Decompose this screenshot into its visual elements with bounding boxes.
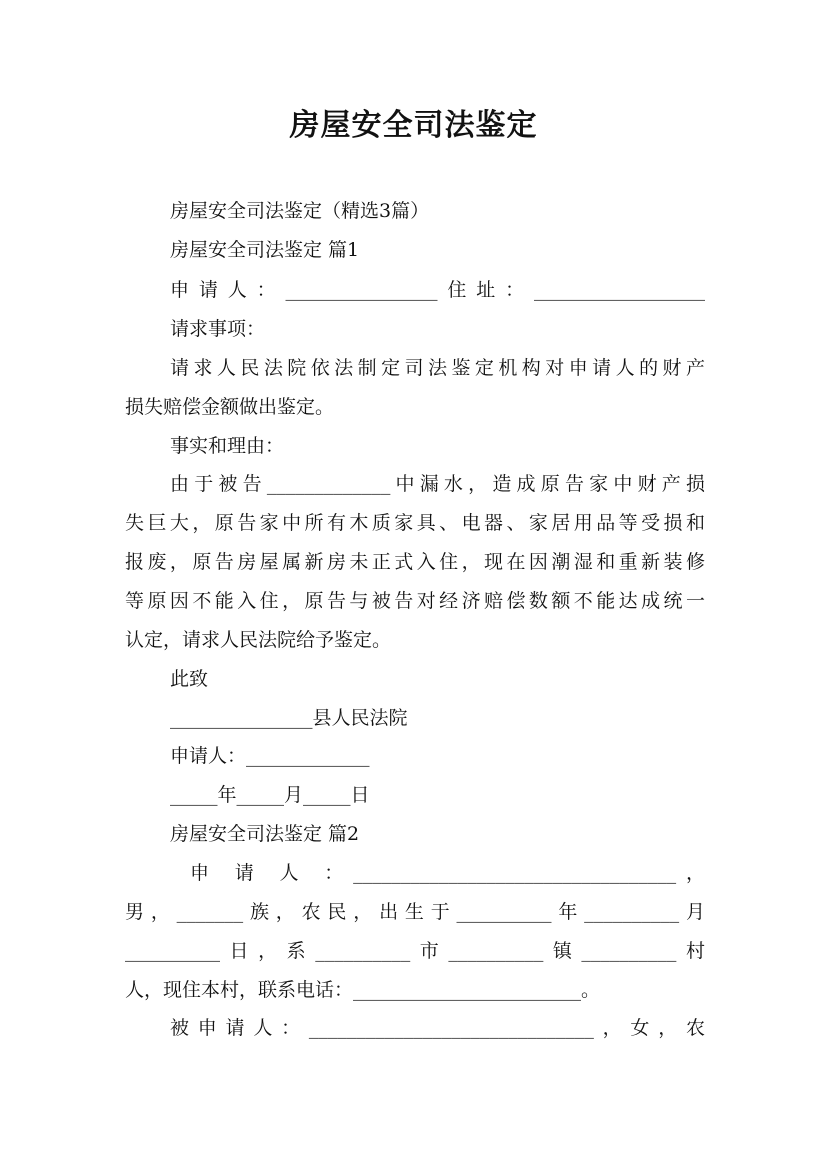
paragraph-line: 认定，请求人民法院给予鉴定。	[125, 629, 392, 651]
paragraph-line: 申 请 人 ：__________________________________，	[190, 862, 705, 884]
paragraph-line: 等原因不能入住，原告与被告对经济赔偿数额不能达成统一	[125, 590, 705, 612]
paragraph-line: 失巨大，原告家中所有木质家具、电器、家居用品等受损和	[125, 512, 705, 534]
paragraph-line: 事实和理由：	[170, 435, 285, 457]
document-title: 房屋安全司法鉴定	[289, 108, 538, 143]
paragraph-line: _______________县人民法院	[170, 707, 408, 729]
paragraph-line: 被申请人：______________________________，女，农	[170, 1017, 705, 1039]
paragraph-line: 报废，原告房屋属新房未正式入住，现在因潮湿和重新装修	[125, 551, 705, 573]
paragraph-line: 房屋安全司法鉴定 篇2	[170, 823, 360, 845]
paragraph-line: 申请人：________________住址：__________________	[170, 279, 705, 301]
paragraph-line: 房屋安全司法鉴定 篇1	[170, 239, 360, 261]
paragraph-line: __________日，系__________市__________镇__________村	[125, 940, 705, 962]
paragraph-line: 男，_______族，农民，出生于__________年__________月	[125, 901, 705, 923]
paragraph-line: 由于被告_____________中漏水，造成原告家中财产损	[170, 473, 705, 495]
paragraph-line: 请求事项：	[170, 318, 266, 340]
paragraph-line: 损失赔偿金额做出鉴定。	[125, 396, 335, 418]
paragraph-line: 房屋安全司法鉴定（精选3篇）	[170, 200, 430, 222]
paragraph-line: 申请人：_____________	[170, 745, 370, 767]
paragraph-line: 此致	[170, 668, 209, 690]
paragraph-line: 请求人民法院依法制定司法鉴定机构对申请人的财产	[170, 357, 705, 379]
paragraph-line: 人，现住本村，联系电话：________________________。	[125, 979, 601, 1001]
paragraph-line: _____年_____月_____日	[170, 784, 370, 806]
